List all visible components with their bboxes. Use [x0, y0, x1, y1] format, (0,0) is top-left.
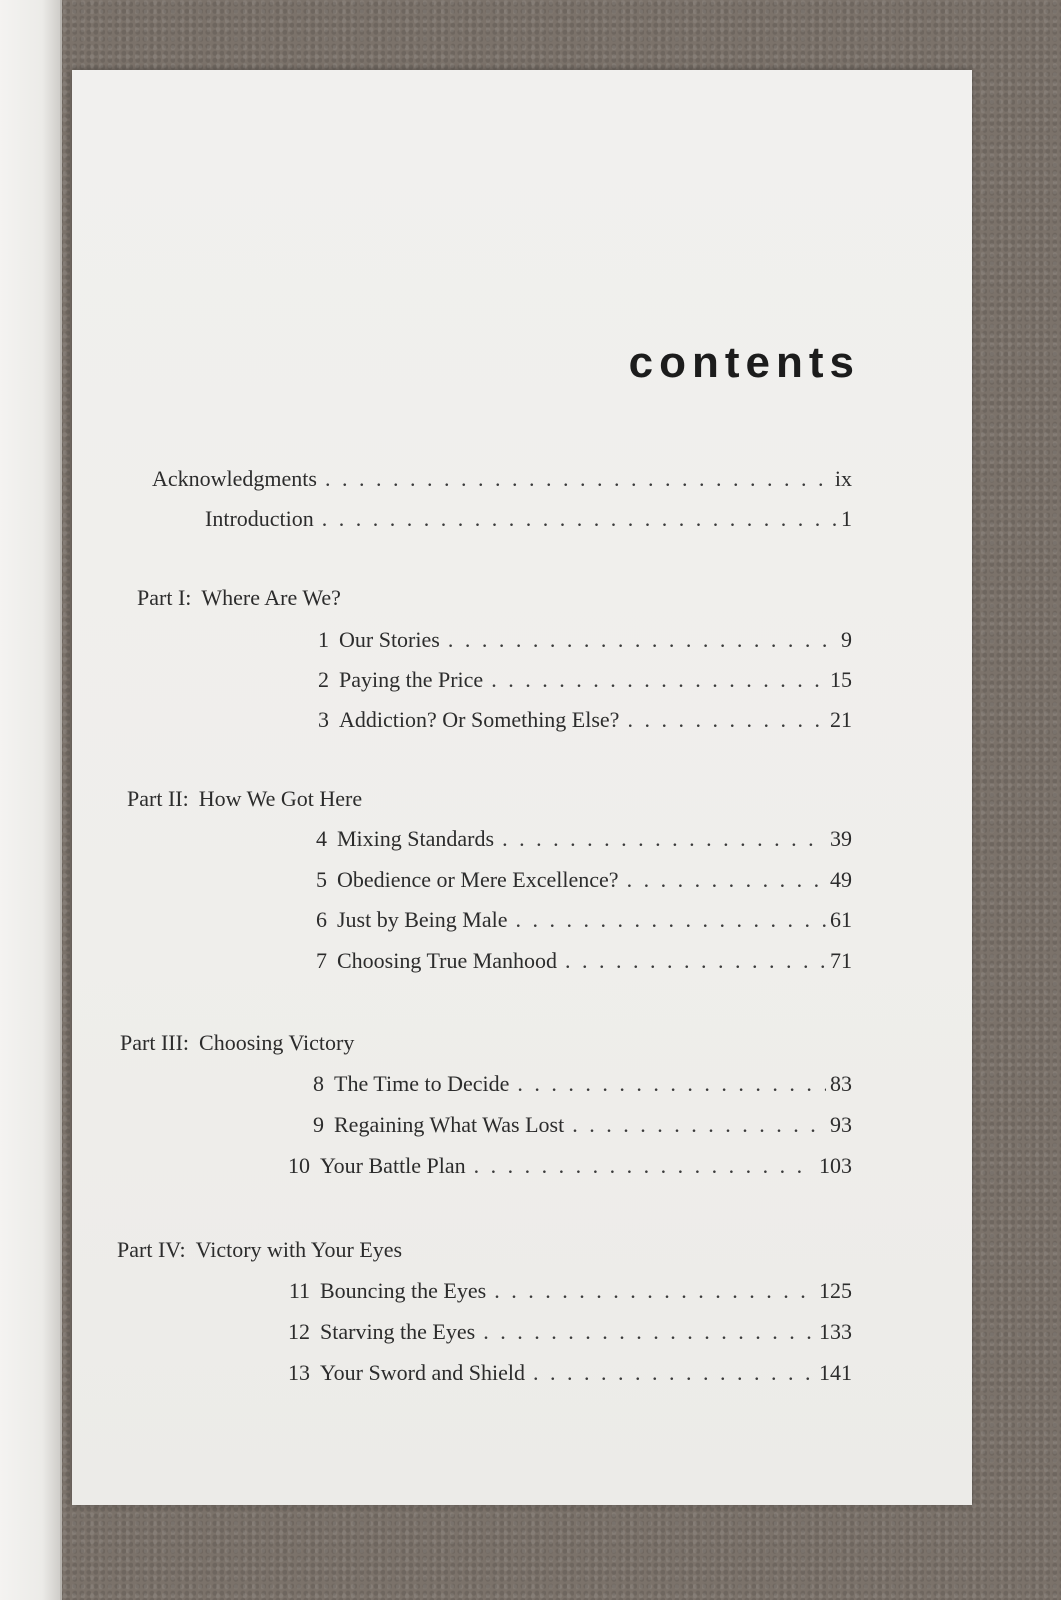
entry-label: The Time to Decide: [334, 1071, 510, 1096]
chapter-number: 9: [313, 1112, 324, 1137]
chapter-number: 7: [316, 948, 327, 973]
dot-leader: [491, 667, 826, 693]
entry-label: Obedience or Mere Excellence?: [337, 867, 619, 892]
chapter-number: 4: [316, 826, 327, 851]
toc-entry-introduction: [205, 506, 852, 532]
dot-leader: [627, 707, 826, 733]
entry-page: 39: [830, 826, 852, 851]
entry-page: 49: [830, 867, 852, 892]
page-title: contents: [628, 338, 860, 387]
toc-entry-chapter: [305, 707, 852, 733]
part-title: Where Are We?: [201, 585, 341, 610]
facing-page-edge: [0, 0, 62, 1600]
entry-label: Introduction: [205, 506, 314, 531]
chapter-number: 12: [288, 1319, 310, 1344]
entry-page: 141: [819, 1360, 852, 1385]
dot-leader: [448, 627, 837, 653]
chapter-number: 6: [316, 907, 327, 932]
entry-label: Choosing True Manhood: [337, 948, 558, 973]
toc-entry-acknowledgments: [152, 466, 852, 492]
entry-label: Starving the Eyes: [320, 1319, 476, 1344]
entry-label: Regaining What Was Lost: [334, 1112, 565, 1137]
entry-page: 15: [830, 667, 852, 692]
chapter-number: 13: [288, 1360, 310, 1385]
dot-leader: [322, 506, 837, 532]
entry-page: 9: [841, 627, 852, 652]
entry-label: Mixing Standards: [337, 826, 495, 851]
entry-page: 103: [819, 1153, 852, 1178]
entry-label: Your Battle Plan: [320, 1153, 466, 1178]
chapter-number: 2: [318, 667, 329, 692]
chapter-number: 10: [288, 1153, 310, 1178]
part-title: Choosing Victory: [199, 1030, 355, 1055]
toc-entry-chapter: [300, 1071, 852, 1097]
toc-entry-chapter: [286, 1360, 852, 1386]
entry-page: ix: [834, 466, 852, 491]
dot-leader: [494, 1278, 815, 1304]
part-heading-3: [120, 1030, 354, 1056]
chapter-number: 3: [318, 707, 329, 732]
entry-label: Just by Being Male: [337, 907, 508, 932]
entry-label: Bouncing the Eyes: [320, 1278, 487, 1303]
toc-entry-chapter: [286, 1319, 852, 1345]
toc-entry-chapter: [286, 1278, 852, 1304]
table-of-contents: [72, 70, 972, 1505]
toc-entry-chapter: [303, 826, 852, 852]
entry-label: Paying the Price: [339, 667, 484, 692]
entry-page: 71: [830, 948, 852, 973]
dot-leader: [627, 867, 826, 893]
toc-entry-chapter: [286, 1153, 852, 1179]
entry-page: 125: [819, 1278, 852, 1303]
part-number: Part IV:: [117, 1237, 186, 1262]
part-heading-1: [137, 585, 341, 611]
chapter-number: 1: [318, 627, 329, 652]
part-heading-4: [117, 1237, 402, 1263]
dot-leader: [483, 1319, 815, 1345]
part-title: Victory with Your Eyes: [195, 1237, 403, 1262]
chapter-number: 8: [313, 1071, 324, 1096]
part-number: Part III:: [120, 1030, 190, 1055]
book-page: [72, 70, 972, 1505]
entry-page: 133: [819, 1319, 852, 1344]
part-number: Part I:: [137, 585, 192, 610]
dot-leader: [572, 1112, 826, 1138]
entry-label: Your Sword and Shield: [320, 1360, 525, 1385]
entry-label: Addiction? Or Something Else?: [339, 707, 620, 732]
dot-leader: [474, 1153, 815, 1179]
entry-page: 83: [830, 1071, 852, 1096]
toc-entry-chapter: [303, 907, 852, 933]
toc-entry-chapter: [300, 1112, 852, 1138]
toc-entry-chapter: [303, 867, 852, 893]
part-number: Part II:: [127, 786, 189, 811]
toc-entry-chapter: [303, 948, 852, 974]
dot-leader: [502, 826, 826, 852]
part-title: How We Got Here: [198, 786, 363, 811]
dot-leader: [516, 907, 827, 933]
toc-entry-chapter: [305, 627, 852, 653]
entry-page: 21: [830, 707, 852, 732]
entry-page: 93: [830, 1112, 852, 1137]
entry-page: 1: [841, 506, 852, 531]
dot-leader: [517, 1071, 826, 1097]
dot-leader: [565, 948, 826, 974]
chapter-number: 11: [288, 1278, 310, 1303]
entry-label: Acknowledgments: [152, 466, 317, 491]
part-heading-2: [127, 786, 362, 812]
entry-page: 61: [830, 907, 852, 932]
dot-leader: [325, 466, 831, 492]
dot-leader: [533, 1360, 815, 1386]
entry-label: Our Stories: [339, 627, 440, 652]
chapter-number: 5: [316, 867, 327, 892]
toc-entry-chapter: [305, 667, 852, 693]
